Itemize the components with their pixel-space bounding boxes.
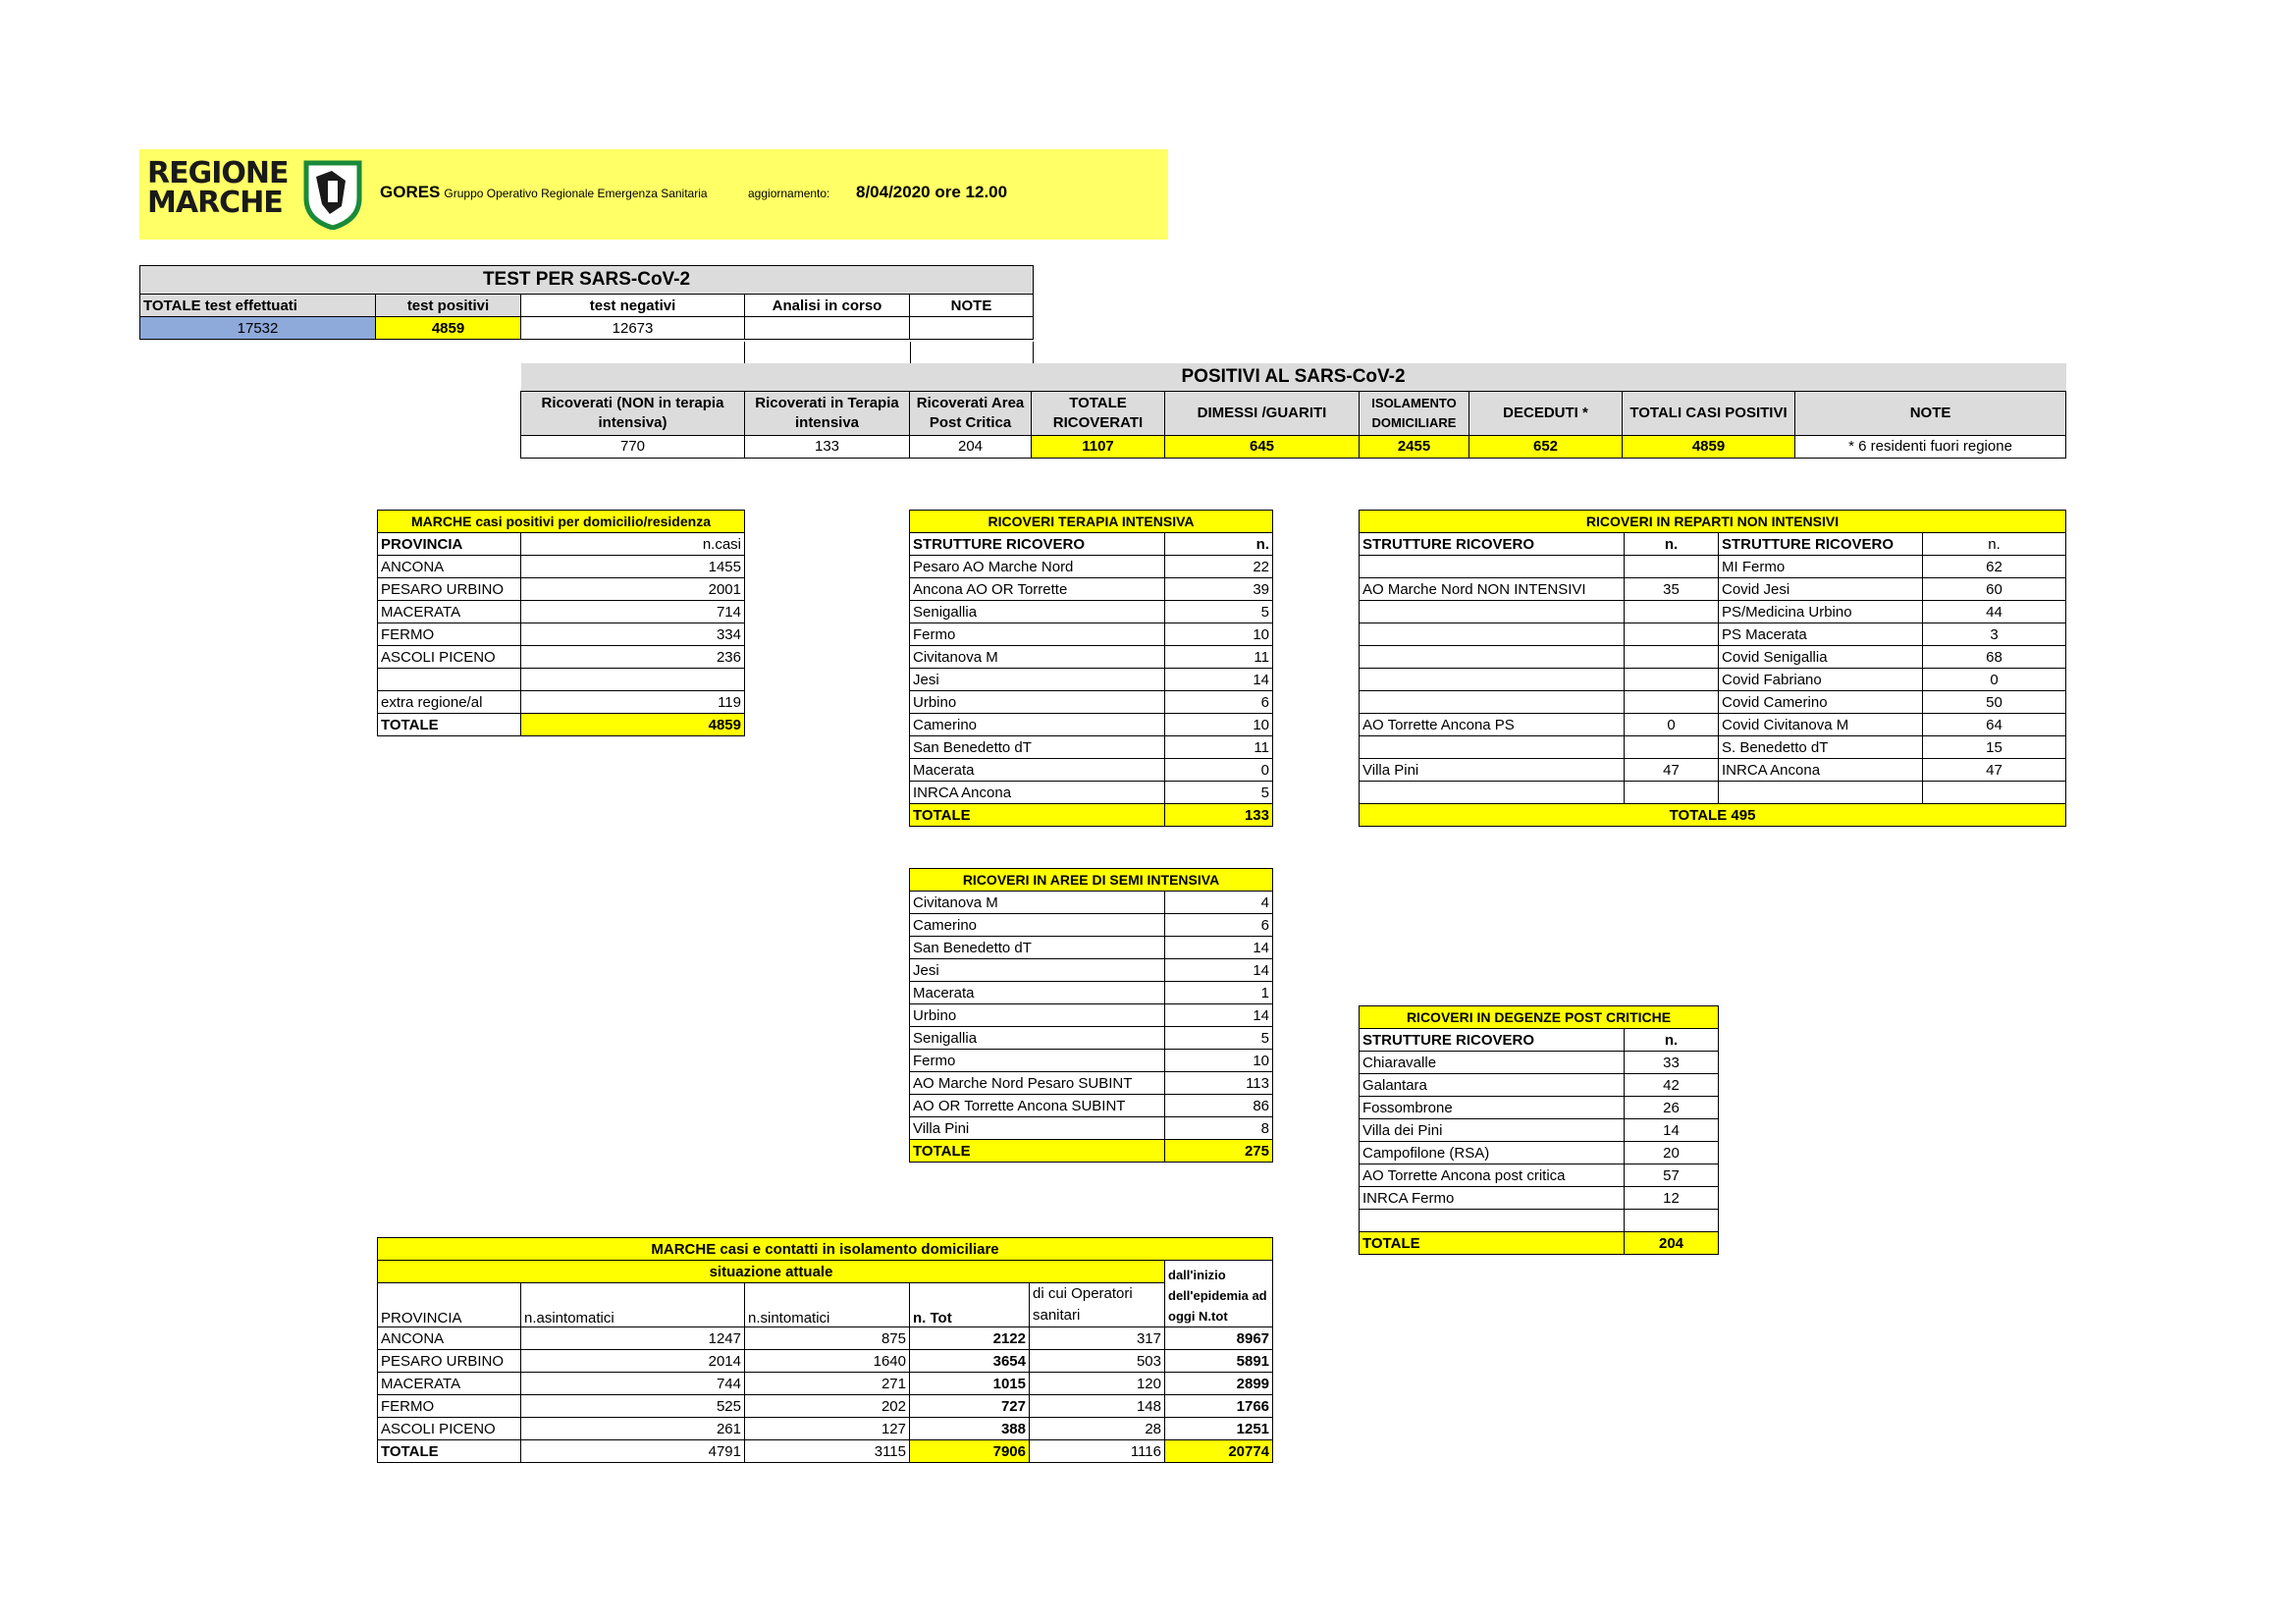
positivi-value: 2455 bbox=[1360, 436, 1469, 459]
table-row: AO Marche Nord NON INTENSIVI 35 Covid Jesi 60 bbox=[1360, 578, 2066, 601]
table-row: Pesaro AO Marche Nord 22 bbox=[910, 556, 1273, 578]
postcrit-title: RICOVERI IN DEGENZE POST CRITICHE bbox=[1360, 1006, 1719, 1029]
table-row: Villa Pini 47 INRCA Ancona 47 bbox=[1360, 759, 2066, 782]
positivi-value: 4859 bbox=[1623, 436, 1795, 459]
terapia-header: STRUTTURE RICOVERO bbox=[910, 533, 1165, 556]
table-row: ASCOLI PICENO 261 127 388 28 1251 bbox=[378, 1418, 1273, 1440]
nonint-header: STRUTTURE RICOVERO bbox=[1719, 533, 1923, 556]
postcrit-header: n. bbox=[1625, 1029, 1719, 1052]
table-row: Ancona AO OR Torrette 39 bbox=[910, 578, 1273, 601]
positivi-header: TOTALI CASI POSITIVI bbox=[1623, 392, 1795, 436]
terapia-title: RICOVERI TERAPIA INTENSIVA bbox=[910, 511, 1273, 533]
table-row: Urbino 14 bbox=[910, 1004, 1273, 1027]
table-row: PESARO URBINO 2001 bbox=[378, 578, 745, 601]
table-row: MACERATA 714 bbox=[378, 601, 745, 623]
nonint-header: STRUTTURE RICOVERO bbox=[1360, 533, 1625, 556]
isolamento-table bbox=[377, 1237, 1273, 1463]
table-row: FERMO 525 202 727 148 1766 bbox=[378, 1395, 1273, 1418]
table-row: Civitanova M 11 bbox=[910, 646, 1273, 669]
table-row: extra regione/al 119 bbox=[378, 691, 745, 714]
table-row: PESARO URBINO 2014 1640 3654 503 5891 bbox=[378, 1350, 1273, 1373]
positivi-value: 204 bbox=[910, 436, 1032, 459]
regione-marche-shield-icon bbox=[302, 159, 363, 230]
table-row: Villa Pini 8 bbox=[910, 1117, 1273, 1140]
isolamento-title: MARCHE casi e contatti in isolamento domiciliare bbox=[378, 1238, 1273, 1261]
positivi-title: POSITIVI AL SARS-CoV-2 bbox=[521, 363, 2066, 392]
table-row: Macerata 1 bbox=[910, 982, 1273, 1004]
total-row: TOTALE 4791 3115 7906 1116 20774 bbox=[378, 1440, 1273, 1463]
table-row bbox=[378, 669, 745, 691]
table-row: AO Torrette Ancona PS 0 Covid Civitanova M 64 bbox=[1360, 714, 2066, 736]
table-row: Senigallia 5 bbox=[910, 601, 1273, 623]
domicilio-header: PROVINCIA bbox=[378, 533, 521, 556]
total-row: TOTALE 275 bbox=[910, 1140, 1273, 1163]
table-row: Camerino 10 bbox=[910, 714, 1273, 736]
terapia-header: n. bbox=[1165, 533, 1273, 556]
terapia-table bbox=[909, 510, 1273, 827]
table-row: Fossombrone 26 bbox=[1360, 1097, 1719, 1119]
nonint-table bbox=[1359, 510, 2066, 827]
table-row: ANCONA 1455 bbox=[378, 556, 745, 578]
positivi-header: Ricoverati in Terapia intensiva bbox=[745, 392, 910, 436]
positivi-note: * 6 residenti fuori regione bbox=[1795, 436, 2066, 459]
isolamento-header: n.asintomatici bbox=[521, 1283, 745, 1327]
test-pending-value bbox=[745, 317, 910, 340]
table-row: Covid Fabriano 0 bbox=[1360, 669, 2066, 691]
test-header: NOTE bbox=[910, 295, 1034, 317]
table-row: Jesi 14 bbox=[910, 959, 1273, 982]
positivi-table bbox=[520, 363, 2066, 459]
positivi-value: 133 bbox=[745, 436, 910, 459]
positivi-header: DIMESSI /GUARITI bbox=[1165, 392, 1360, 436]
positivi-header: Ricoverati (NON in terapia intensiva) bbox=[521, 392, 745, 436]
header-banner bbox=[139, 149, 1168, 240]
positivi-header: DECEDUTI * bbox=[1469, 392, 1623, 436]
table-row: AO Torrette Ancona post critica 57 bbox=[1360, 1164, 1719, 1187]
table-row: ANCONA 1247 875 2122 317 8967 bbox=[378, 1327, 1273, 1350]
total-row: TOTALE 4859 bbox=[378, 714, 745, 736]
table-row: INRCA Ancona 5 bbox=[910, 782, 1273, 804]
total-row: TOTALE 204 bbox=[1360, 1232, 1719, 1255]
positivi-header: TOTALE RICOVERATI bbox=[1032, 392, 1165, 436]
table-row: INRCA Fermo 12 bbox=[1360, 1187, 1719, 1210]
positivi-value: 645 bbox=[1165, 436, 1360, 459]
table-row: Camerino 6 bbox=[910, 914, 1273, 937]
test-note-value bbox=[910, 317, 1034, 340]
isolamento-header: dall'inizio dell'epidemia ad oggi N.tot bbox=[1165, 1261, 1273, 1327]
total-row: TOTALE 495 bbox=[1360, 804, 2066, 827]
nonint-header: n. bbox=[1923, 533, 2066, 556]
gores-title: GORES Gruppo Operativo Regionale Emergenza Sanitaria bbox=[380, 183, 708, 201]
positivi-header: NOTE bbox=[1795, 392, 2066, 436]
table-row: San Benedetto dT 11 bbox=[910, 736, 1273, 759]
table-spacer bbox=[909, 342, 1034, 363]
table-row: Galantara 42 bbox=[1360, 1074, 1719, 1097]
table-row: Villa dei Pini 14 bbox=[1360, 1119, 1719, 1142]
table-row: AO Marche Nord Pesaro SUBINT 113 bbox=[910, 1072, 1273, 1095]
total-row: TOTALE 133 bbox=[910, 804, 1273, 827]
table-row: Covid Camerino 50 bbox=[1360, 691, 2066, 714]
nonint-header: n. bbox=[1625, 533, 1719, 556]
postcrit-table bbox=[1359, 1005, 1719, 1255]
isolamento-header: di cui Operatori sanitari bbox=[1030, 1283, 1165, 1327]
positivi-value: 770 bbox=[521, 436, 745, 459]
table-spacer bbox=[744, 342, 911, 363]
isolamento-subtitle: situazione attuale bbox=[378, 1261, 1165, 1283]
semi-title: RICOVERI IN AREE DI SEMI INTENSIVA bbox=[910, 869, 1273, 892]
table-row bbox=[1360, 782, 2066, 804]
table-row bbox=[1360, 1210, 1719, 1232]
test-header: TOTALE test effettuati bbox=[140, 295, 376, 317]
domicilio-table bbox=[377, 510, 745, 736]
domicilio-title: MARCHE casi positivi per domicilio/residenza bbox=[378, 511, 745, 533]
domicilio-header: n.casi bbox=[521, 533, 745, 556]
table-row: Macerata 0 bbox=[910, 759, 1273, 782]
table-row: San Benedetto dT 14 bbox=[910, 937, 1273, 959]
test-negative-value: 12673 bbox=[521, 317, 745, 340]
semi-table bbox=[909, 868, 1273, 1163]
table-row: Chiaravalle 33 bbox=[1360, 1052, 1719, 1074]
test-table bbox=[139, 265, 1034, 340]
isolamento-header: n. Tot bbox=[910, 1283, 1030, 1327]
postcrit-header: STRUTTURE RICOVERO bbox=[1360, 1029, 1625, 1052]
table-row: Jesi 14 bbox=[910, 669, 1273, 691]
table-row: Fermo 10 bbox=[910, 1050, 1273, 1072]
test-header: Analisi in corso bbox=[745, 295, 910, 317]
table-row: Senigallia 5 bbox=[910, 1027, 1273, 1050]
table-row: Urbino 6 bbox=[910, 691, 1273, 714]
table-row: AO OR Torrette Ancona SUBINT 86 bbox=[910, 1095, 1273, 1117]
test-header: test positivi bbox=[376, 295, 521, 317]
test-header: test negativi bbox=[521, 295, 745, 317]
test-positive-value: 4859 bbox=[376, 317, 521, 340]
regione-marche-logo-text: REGIONE MARCHE bbox=[147, 156, 289, 220]
positivi-header: ISOLAMENTO DOMICILIARE bbox=[1360, 392, 1469, 436]
test-total-value: 17532 bbox=[140, 317, 376, 340]
table-row: ASCOLI PICENO 236 bbox=[378, 646, 745, 669]
positivi-value: 652 bbox=[1469, 436, 1623, 459]
table-row: MI Fermo 62 bbox=[1360, 556, 2066, 578]
positivi-value: 1107 bbox=[1032, 436, 1165, 459]
update-value: 8/04/2020 ore 12.00 bbox=[856, 183, 1008, 201]
positivi-header: Ricoverati Area Post Critica bbox=[910, 392, 1032, 436]
table-row: Campofilone (RSA) 20 bbox=[1360, 1142, 1719, 1164]
table-row: Fermo 10 bbox=[910, 623, 1273, 646]
table-row: MACERATA 744 271 1015 120 2899 bbox=[378, 1373, 1273, 1395]
nonint-title: RICOVERI IN REPARTI NON INTENSIVI bbox=[1360, 511, 2066, 533]
table-row: S. Benedetto dT 15 bbox=[1360, 736, 2066, 759]
table-row: Civitanova M 4 bbox=[910, 892, 1273, 914]
isolamento-header: PROVINCIA bbox=[378, 1283, 521, 1327]
table-row: PS/Medicina Urbino 44 bbox=[1360, 601, 2066, 623]
table-row: FERMO 334 bbox=[378, 623, 745, 646]
isolamento-header: n.sintomatici bbox=[745, 1283, 910, 1327]
table-row: Covid Senigallia 68 bbox=[1360, 646, 2066, 669]
update-label: aggiornamento: bbox=[748, 187, 830, 200]
table-row: PS Macerata 3 bbox=[1360, 623, 2066, 646]
test-title: TEST PER SARS-CoV-2 bbox=[140, 266, 1034, 295]
